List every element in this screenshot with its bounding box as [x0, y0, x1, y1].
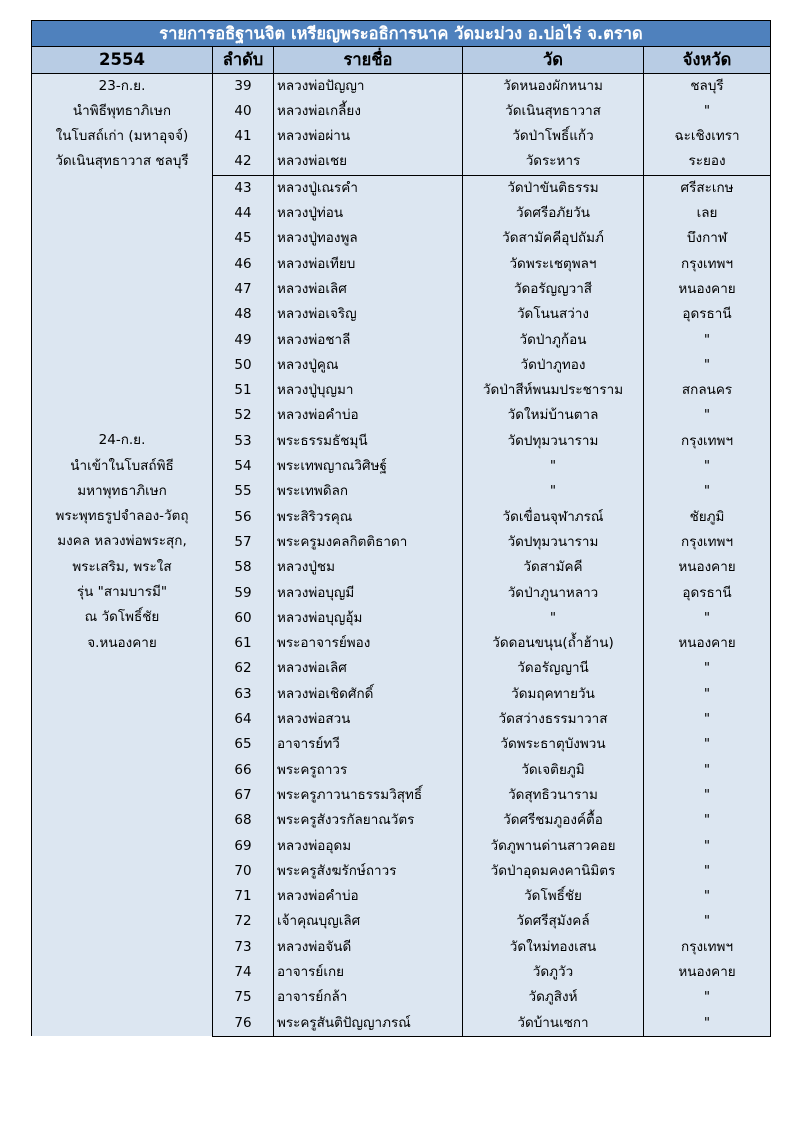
- order-cell: 73: [213, 935, 274, 960]
- name-cell: พระครูมงคลกิตติธาดา: [274, 530, 463, 555]
- temple-cell: วัดโนนสว่าง: [463, 302, 644, 327]
- temple-cell: วัดสว่างธรรมาวาส: [463, 707, 644, 732]
- order-cell: 62: [213, 656, 274, 681]
- province-cell: ": [644, 403, 771, 428]
- name-cell: พระธรรมธัชมุนี: [274, 429, 463, 454]
- temple-cell: ": [463, 606, 644, 631]
- note-line: ณ วัดโพธิ์ชัย: [84, 609, 160, 626]
- temple-cell: วัดสามัคคีอุปถัมภ์: [463, 226, 644, 251]
- name-cell: อาจารย์เกย: [274, 960, 463, 985]
- province-cell: ": [644, 606, 771, 631]
- temple-cell: วัดบ้านเซกา: [463, 1011, 644, 1037]
- name-cell: พระครูภาวนาธรรมวิสุทธิ์: [274, 783, 463, 808]
- order-cell: 64: [213, 707, 274, 732]
- temple-cell: วัดป่าภูนาหลาว: [463, 581, 644, 606]
- name-cell: หลวงปู่ชม: [274, 555, 463, 580]
- province-cell: อุดรธานี: [644, 302, 771, 327]
- name-cell: หลวงพ่อเทียบ: [274, 252, 463, 277]
- group-note: [32, 175, 213, 1036]
- province-cell: หนองคาย: [644, 277, 771, 302]
- group-note: [32, 73, 213, 175]
- province-cell: บึงกาฬ: [644, 226, 771, 251]
- amulet-blessing-table: [31, 20, 771, 1037]
- province-cell: กรุงเทพฯ: [644, 935, 771, 960]
- temple-cell: วัดป่าโพธิ์แก้ว: [463, 124, 644, 149]
- province-cell: ": [644, 834, 771, 859]
- province-cell: ": [644, 909, 771, 934]
- name-cell: อาจารย์ทวี: [274, 732, 463, 757]
- order-cell: 48: [213, 302, 274, 327]
- temple-cell: วัดมฤคทายวัน: [463, 682, 644, 707]
- name-cell: หลวงพ่อสวน: [274, 707, 463, 732]
- order-cell: 76: [213, 1011, 274, 1037]
- order-cell: 68: [213, 808, 274, 833]
- temple-cell: วัดศรีชมภูองค์ตื้อ: [463, 808, 644, 833]
- table-title: รายการอธิฐานจิต เหรียญพระอธิการนาค วัดมะม่วง อ.บ่อไร่ จ.ตราด: [32, 21, 771, 47]
- province-cell: ระยอง: [644, 149, 771, 175]
- province-cell: กรุงเทพฯ: [644, 429, 771, 454]
- note-spacer: [35, 175, 209, 200]
- name-cell: หลวงพ่อเจริญ: [274, 302, 463, 327]
- name-cell: หลวงพ่อชาลี: [274, 328, 463, 353]
- temple-cell: วัดปทุมวนาราม: [463, 429, 644, 454]
- note-spacer: [35, 226, 209, 251]
- temple-cell: วัดศรีอภัยวัน: [463, 201, 644, 226]
- province-cell: ": [644, 328, 771, 353]
- temple-cell: วัดป่าภูทอง: [463, 353, 644, 378]
- name-cell: หลวงพ่อจันดี: [274, 935, 463, 960]
- province-cell: ": [644, 783, 771, 808]
- header-province: จังหวัด: [644, 47, 771, 73]
- header-year: 2554: [32, 47, 213, 73]
- title-row: [32, 21, 771, 47]
- order-cell: 41: [213, 124, 274, 149]
- order-cell: 55: [213, 479, 274, 504]
- name-cell: หลวงพ่อปัญญา: [274, 73, 463, 99]
- note-line: นำเข้าในโบสถ์พิธี: [70, 457, 174, 474]
- temple-cell: วัดปทุมวนาราม: [463, 530, 644, 555]
- name-cell: หลวงปู่ทองพูล: [274, 226, 463, 251]
- order-cell: 51: [213, 378, 274, 403]
- temple-cell: วัดป่าภูก้อน: [463, 328, 644, 353]
- name-cell: หลวงพ่อเลิศ: [274, 277, 463, 302]
- name-cell: หลวงปู่คูณ: [274, 353, 463, 378]
- province-cell: หนองคาย: [644, 631, 771, 656]
- province-cell: ": [644, 656, 771, 681]
- temple-cell: วัดโพธิ์ชัย: [463, 884, 644, 909]
- province-cell: ชลบุรี: [644, 73, 771, 99]
- temple-cell: วัดสามัคคี: [463, 555, 644, 580]
- order-cell: 61: [213, 631, 274, 656]
- temple-cell: วัดป่าสีห์พนมประชาราม: [463, 378, 644, 403]
- temple-cell: วัดสุทธิวนาราม: [463, 783, 644, 808]
- temple-cell: วัดหนองผักหนาม: [463, 73, 644, 99]
- order-cell: 57: [213, 530, 274, 555]
- name-cell: พระเทพญาณวิศิษฐ์: [274, 454, 463, 479]
- province-cell: ": [644, 859, 771, 884]
- order-cell: 74: [213, 960, 274, 985]
- temple-cell: วัดใหม่ทองเสน: [463, 935, 644, 960]
- note-line: วัดเนินสุทธาวาส ชลบุรี: [55, 153, 189, 170]
- name-cell: พระครูถาวร: [274, 758, 463, 783]
- province-cell: สกลนคร: [644, 378, 771, 403]
- temple-cell: วัดภูพานด่านสาวคอย: [463, 834, 644, 859]
- order-cell: 70: [213, 859, 274, 884]
- order-cell: 60: [213, 606, 274, 631]
- order-cell: 44: [213, 201, 274, 226]
- province-cell: ": [644, 353, 771, 378]
- temple-cell: วัดภูสิงห์: [463, 985, 644, 1010]
- temple-cell: วัดพระธาตุบังพวน: [463, 732, 644, 757]
- province-cell: หนองคาย: [644, 555, 771, 580]
- note-spacer: [35, 251, 209, 276]
- note-spacer: [35, 327, 209, 352]
- province-cell: ": [644, 732, 771, 757]
- province-cell: ": [644, 479, 771, 504]
- province-cell: ศรีสะเกษ: [644, 175, 771, 201]
- temple-cell: วัดระหาร: [463, 149, 644, 175]
- province-cell: ": [644, 99, 771, 124]
- province-cell: ": [644, 758, 771, 783]
- order-cell: 65: [213, 732, 274, 757]
- note-line: พระพุทธรูปจำลอง-วัตถุ: [55, 508, 189, 525]
- temple-cell: วัดอรัญญวาสี: [463, 277, 644, 302]
- order-cell: 58: [213, 555, 274, 580]
- order-cell: 39: [213, 73, 274, 99]
- note-line: 23-ก.ย.: [98, 77, 146, 94]
- name-cell: หลวงพ่อบุญมี: [274, 581, 463, 606]
- order-cell: 71: [213, 884, 274, 909]
- temple-cell: วัดใหม่บ้านตาล: [463, 403, 644, 428]
- temple-cell: วัดศรีสุมังคล์: [463, 909, 644, 934]
- note-line: จ.หนองคาย: [87, 634, 157, 651]
- name-cell: พระเทพดิลก: [274, 479, 463, 504]
- order-cell: 40: [213, 99, 274, 124]
- temple-cell: ": [463, 479, 644, 504]
- name-cell: หลวงพ่ออุดม: [274, 834, 463, 859]
- name-cell: พระอาจารย์พอง: [274, 631, 463, 656]
- name-cell: หลวงพ่อคำบ่อ: [274, 884, 463, 909]
- order-cell: 56: [213, 505, 274, 530]
- header-temple: วัด: [463, 47, 644, 73]
- order-cell: 75: [213, 985, 274, 1010]
- province-cell: ": [644, 682, 771, 707]
- temple-cell: วัดพระเชตุพลฯ: [463, 252, 644, 277]
- note-line: มงคล หลวงพ่อพระสุก,: [57, 533, 187, 550]
- name-cell: หลวงพ่อคำบ่อ: [274, 403, 463, 428]
- province-cell: ": [644, 1011, 771, 1037]
- header-order: ลำดับ: [213, 47, 274, 73]
- name-cell: เจ้าคุณบุญเลิศ: [274, 909, 463, 934]
- name-cell: หลวงพ่อเลิศ: [274, 656, 463, 681]
- province-cell: กรุงเทพฯ: [644, 252, 771, 277]
- note-line: มหาพุทธาภิเษก: [77, 482, 167, 499]
- name-cell: หลวงพ่อเชย: [274, 149, 463, 175]
- note-line: พระเสริม, พระใส: [72, 558, 172, 575]
- order-cell: 69: [213, 834, 274, 859]
- order-cell: 54: [213, 454, 274, 479]
- temple-cell: ": [463, 454, 644, 479]
- table-body: [32, 73, 771, 1036]
- province-cell: ชัยภูมิ: [644, 505, 771, 530]
- note-line: นำพิธีพุทธาภิเษก: [72, 102, 172, 119]
- temple-cell: วัดเขื่อนจุฬาภรณ์: [463, 505, 644, 530]
- note-spacer: [35, 201, 209, 226]
- note-line: รุ่น "สามบารมี": [76, 584, 168, 601]
- temple-cell: วัดดอนขนุน(ถ้ำฮ้าน): [463, 631, 644, 656]
- order-cell: 66: [213, 758, 274, 783]
- name-cell: พระสิริวรคุณ: [274, 505, 463, 530]
- province-cell: ฉะเชิงเทรา: [644, 124, 771, 149]
- note-line: 24-ก.ย.: [98, 432, 146, 449]
- temple-cell: วัดภูวัว: [463, 960, 644, 985]
- province-cell: เลย: [644, 201, 771, 226]
- note-spacer: [35, 276, 209, 301]
- order-cell: 45: [213, 226, 274, 251]
- name-cell: หลวงพ่อเกลี้ยง: [274, 99, 463, 124]
- name-cell: หลวงปู่เณรคำ: [274, 175, 463, 201]
- order-cell: 67: [213, 783, 274, 808]
- order-cell: 52: [213, 403, 274, 428]
- note-spacer: [35, 302, 209, 327]
- temple-cell: วัดป่าอุดมคงคานิมิตร: [463, 859, 644, 884]
- header-name: รายชื่อ: [274, 47, 463, 73]
- order-cell: 42: [213, 149, 274, 175]
- order-cell: 46: [213, 252, 274, 277]
- table-row: [32, 73, 771, 99]
- order-cell: 43: [213, 175, 274, 201]
- note-line: ในโบสถ์เก่า (มหาอุจจ์): [55, 128, 189, 145]
- name-cell: อาจารย์กล้า: [274, 985, 463, 1010]
- province-cell: ": [644, 985, 771, 1010]
- name-cell: หลวงพ่อผ่าน: [274, 124, 463, 149]
- province-cell: ": [644, 808, 771, 833]
- name-cell: หลวงปู่บุญมา: [274, 378, 463, 403]
- order-cell: 63: [213, 682, 274, 707]
- name-cell: พระครูสังวรกัลยาณวัตร: [274, 808, 463, 833]
- note-spacer: [35, 403, 209, 428]
- name-cell: พระครูสันติปัญญาภรณ์: [274, 1011, 463, 1037]
- order-cell: 47: [213, 277, 274, 302]
- name-cell: พระครูสังฆรักษ์ถาวร: [274, 859, 463, 884]
- province-cell: หนองคาย: [644, 960, 771, 985]
- order-cell: 49: [213, 328, 274, 353]
- order-cell: 59: [213, 581, 274, 606]
- temple-cell: วัดเนินสุทธาวาส: [463, 99, 644, 124]
- province-cell: ": [644, 884, 771, 909]
- header-row: [32, 47, 771, 73]
- table-row: [32, 175, 771, 201]
- province-cell: ": [644, 454, 771, 479]
- name-cell: หลวงพ่อบุญอุ้ม: [274, 606, 463, 631]
- order-cell: 72: [213, 909, 274, 934]
- province-cell: อุดรธานี: [644, 581, 771, 606]
- province-cell: ": [644, 707, 771, 732]
- note-spacer: [35, 378, 209, 403]
- temple-cell: วัดเจติยภูมิ: [463, 758, 644, 783]
- name-cell: หลวงพ่อเชิดศักดิ์: [274, 682, 463, 707]
- temple-cell: วัดอรัญญานี: [463, 656, 644, 681]
- name-cell: หลวงปู่ท่อน: [274, 201, 463, 226]
- order-cell: 50: [213, 353, 274, 378]
- temple-cell: วัดป่าขันติธรรม: [463, 175, 644, 201]
- note-spacer: [35, 352, 209, 377]
- order-cell: 53: [213, 429, 274, 454]
- province-cell: กรุงเทพฯ: [644, 530, 771, 555]
